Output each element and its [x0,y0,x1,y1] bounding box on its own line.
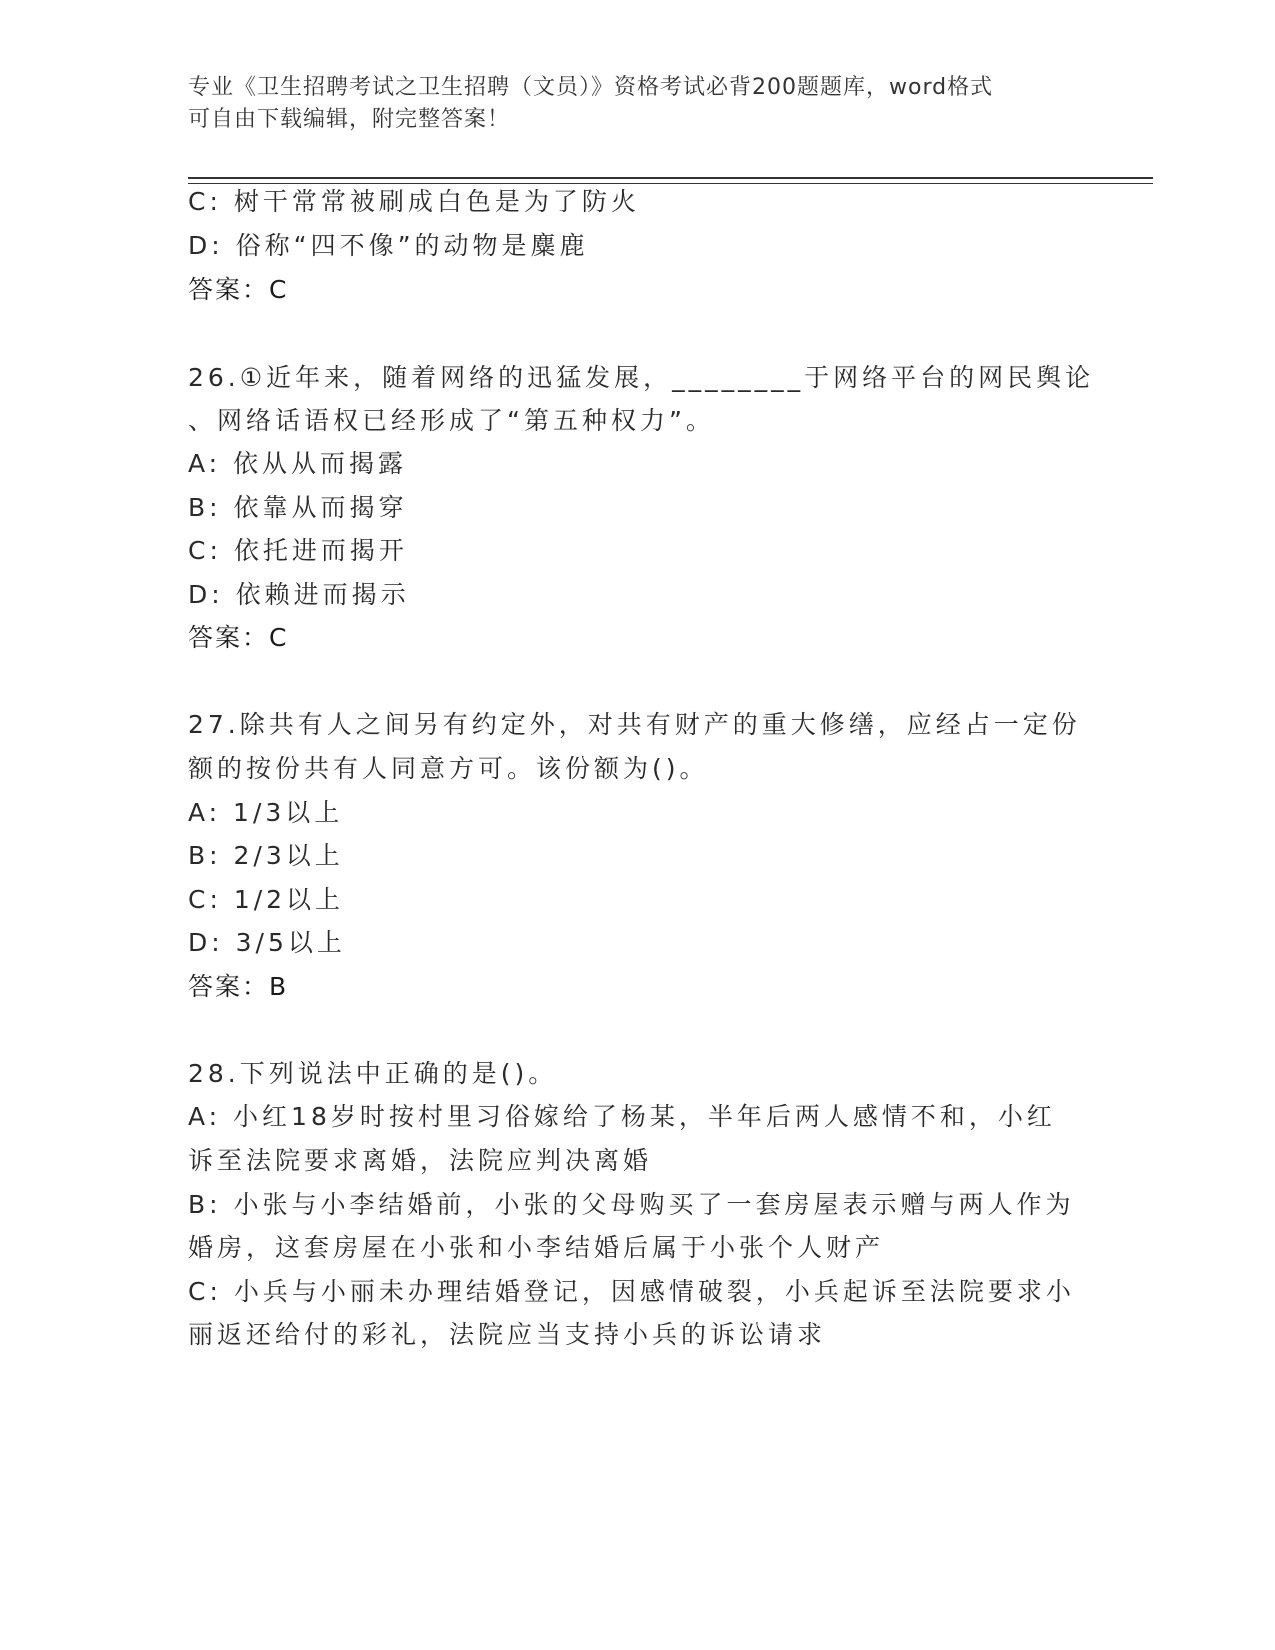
q28-option-b-line-1: B: 小张与小李结婚前，小张的父母购买了一套房屋表示赠与两人作为 [188,1190,1075,1219]
q25-answer: 答案：C [188,275,289,304]
q27-answer: 答案：B [188,972,289,1001]
q27-option-a: A: 1/3以上 [188,798,344,827]
q28-option-c-line-1: C: 小兵与小丽未办理结婚登记，因感情破裂，小兵起诉至法院要求小 [188,1277,1075,1306]
header-divider-thick [188,177,1153,179]
header-line-1: 专业《卫生招聘考试之卫生招聘（文员）》资格考试必背200题题库，word格式 [188,75,994,100]
q26-answer: 答案：C [188,623,289,652]
q28-option-a-line-2: 诉至法院要求离婚，法院应判决离婚 [188,1146,653,1175]
q26-stem-line-1: 26.①近年来，随着网络的迅猛发展，________于网络平台的网民舆论 [188,363,1095,392]
document-header [188,72,1088,136]
q27-option-b: B: 2/3以上 [188,841,344,870]
q28-option-a-line-1: A: 小红18岁时按村里习俗嫁给了杨某，半年后两人感情不和，小红 [188,1102,1056,1131]
q25-option-d: D: 俗称“四不像”的动物是麋鹿 [188,231,589,260]
q28-stem: 28.下列说法中正确的是()。 [188,1059,558,1088]
q26-option-a: A: 依从从而揭露 [188,449,408,478]
q26-option-d: D: 依赖进而揭示 [188,580,410,609]
q28-option-b-line-2: 婚房，这套房屋在小张和小李结婚后属于小张个人财产 [188,1233,885,1262]
q27-option-c: C: 1/2以上 [188,885,345,914]
header-line-2: 可自由下载编辑，附完整答案！ [188,107,511,132]
q25-option-c: C: 树干常常被刷成白色是为了防火 [188,187,640,216]
q26-option-c: C: 依托进而揭开 [188,536,408,565]
q28-option-c-line-2: 丽返还给付的彩礼，法院应当支持小兵的诉讼请求 [188,1320,827,1349]
q26-option-b: B: 依靠从而揭穿 [188,493,408,522]
q27-stem-line-1: 27.除共有人之间另有约定外，对共有财产的重大修缮，应经占一定份 [188,710,1081,739]
q27-stem-line-2: 额的按份共有人同意方可。该份额为()。 [188,754,709,783]
q26-stem-line-2: 、网络话语权已经形成了“第五种权力”。 [188,406,715,435]
q27-option-d: D: 3/5以上 [188,928,346,957]
